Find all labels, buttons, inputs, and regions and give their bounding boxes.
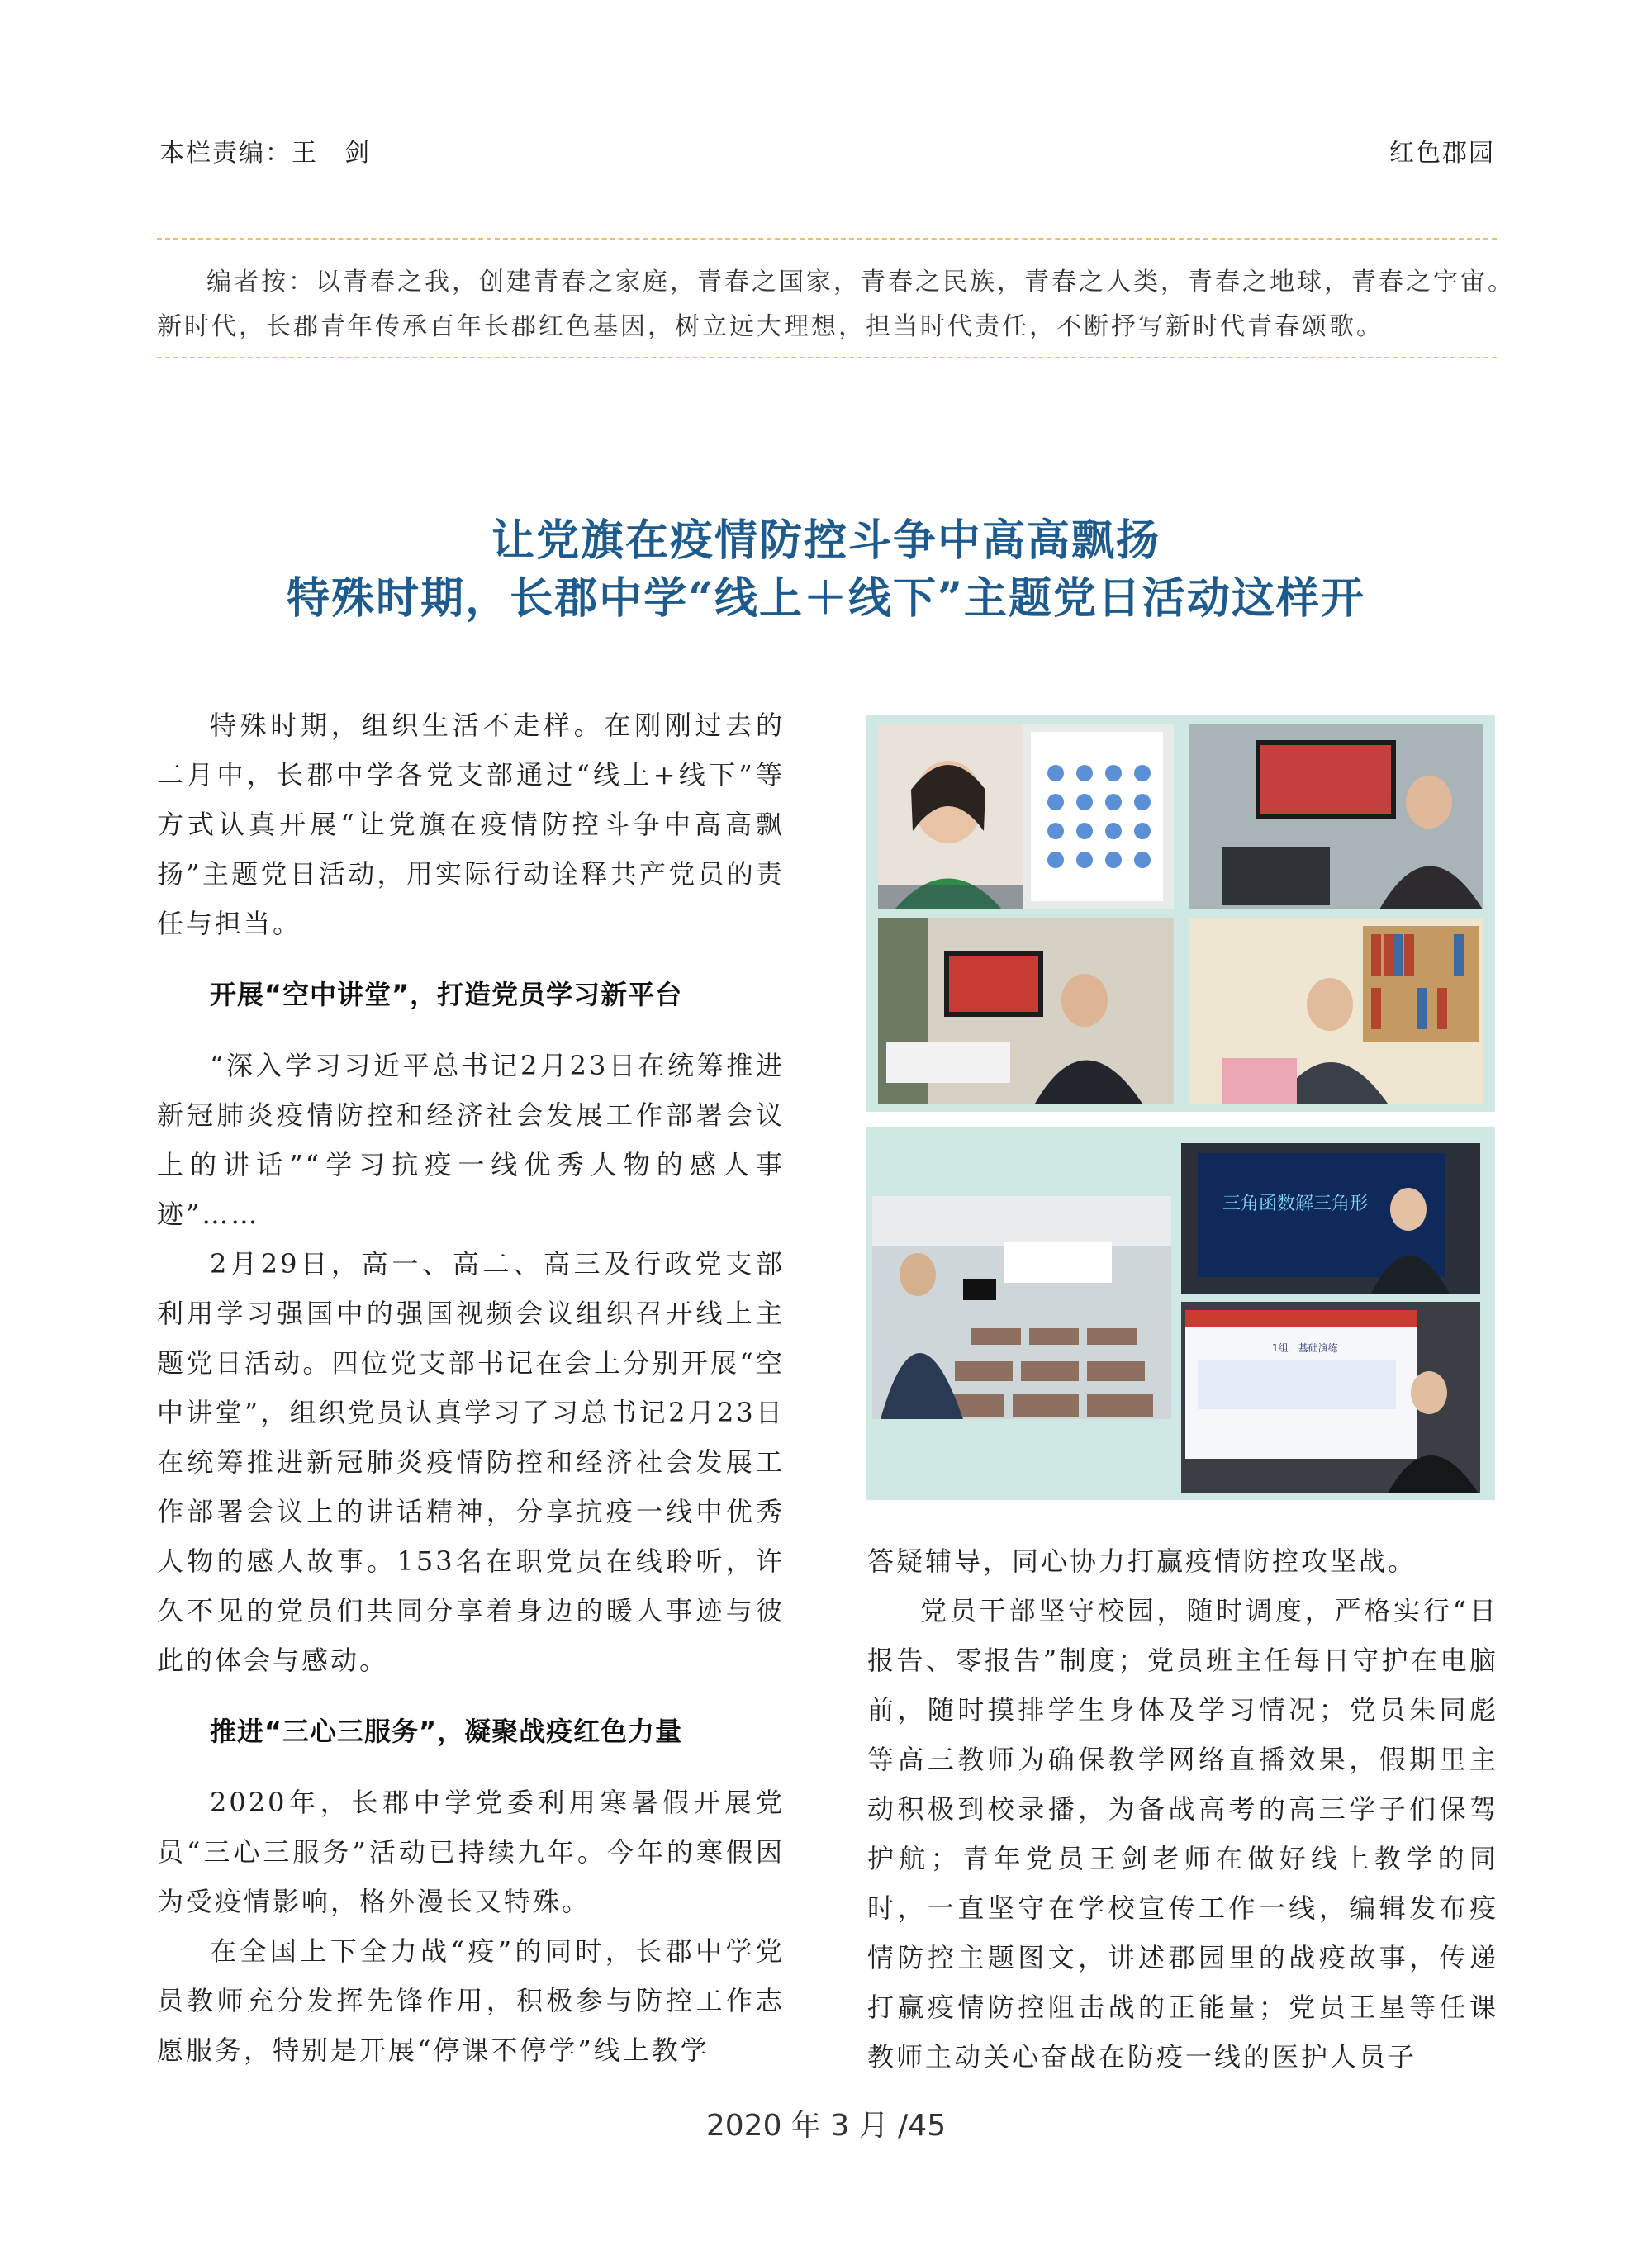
slide-title-1: 三角函数解三角形 [1222, 1194, 1369, 1214]
paragraph: 2月29日，高一、高二、高三及行政党支部利用学习强国中的强国视频会议组织召开线上主题党日活动。四位党支部书记在会上分别开展“空中讲堂”，组织党员认真学习了习总书记2月23日在统筹推进新冠肺炎疫情防控和经济社会发展工作部署会议上的讲话精神，分享抗疫一线中优秀人物的感人故事。153名在职党员在线聆听，许久不见的党员们共同分享着身边的暖人事迹与彼此的体会与感动。 [157, 1248, 785, 1676]
photo-collage-top [866, 715, 1495, 1112]
section-heading: 开展“空中讲堂”，打造党员学习新平台 [210, 979, 683, 1010]
lecture-slide-photo-1 [1181, 1143, 1480, 1294]
classroom-recording-photo [872, 1196, 1171, 1419]
article-title: 让党旗在疫情防控斗争中高高飘扬 [491, 515, 1161, 566]
paragraph: 在全国上下全力战“疫”的同时，长郡中学党员教师充分发挥先锋作用，积极参与防控工作志愿服务，特别是开展“停课不停学”线上教学 [157, 1935, 785, 2066]
slide-title-2: 1组 基础演练 [1272, 1342, 1338, 1354]
section-heading: 推进“三心三服务”，凝聚战疫红色力量 [210, 1716, 683, 1747]
paragraph: 2020年，长郡中学党委利用寒暑假开展党员“三心三服务”活动已持续九年。今年的寒假因为受疫情影响，格外漫长又特殊。 [157, 1787, 785, 1917]
paragraph: “深入学习习近平总书记2月23日在统筹推进新冠肺炎疫情防控和经济社会发展工作部署会议上的讲话”“学习抗疫一线优秀人物的感人事迹”…… [157, 1050, 785, 1230]
editor-credit: 本栏责编：王 剑 [159, 139, 371, 168]
video-call-photo [878, 724, 1174, 909]
editor-note-line2: 新时代，长郡青年传承百年长郡红色基因，树立远大理想，担当时代责任，不断抒写新时代青春颂歌。 [157, 312, 1384, 341]
office-desk-photo [878, 918, 1174, 1104]
study-room-photo [1189, 918, 1483, 1104]
paragraph: 党员干部坚守校园，随时调度，严格实行“日报告、零报告”制度；党员班主任每日守护在电脑前，随时摸排学生身体及学习情况；党员朱同彪等高三教师为确保教学网络直播效果，假期里主动积极到校录播，为备战高考的高三学子们保驾护航；青年党员王剑老师在做好线上教学的同时，一直坚守在学校宣传工作一线，编辑发布疫情防控主题图文，讲述郡园里的战疫故事，传递打赢疫情防控阻击战的正能量；党员王星等任课教师主动关心奋战在防疫一线的医护人员子 [867, 1595, 1498, 2072]
page-footer: 2020 年 3 月 /45 [705, 2109, 947, 2143]
editor-note [157, 260, 1515, 349]
paragraph: 答疑辅导，同心协力打赢疫情防控攻坚战。 [867, 1545, 1417, 1577]
laptop-meeting-photo [1189, 724, 1483, 909]
lecture-slide-photo-2 [1181, 1302, 1480, 1493]
divider-bottom [157, 357, 1497, 358]
photo-collage-bottom [866, 1127, 1495, 1500]
article-subtitle: 特殊时期，长郡中学“线上＋线下”主题党日活动这样开 [287, 573, 1365, 624]
left-column [157, 700, 785, 2075]
paragraph: 特殊时期，组织生活不走样。在刚刚过去的二月中，长郡中学各党支部通过“线上+线下”等方式认真开展“让党旗在疫情防控斗争中高高飘扬”主题党日活动，用实际行动诠释共产党员的责任与担当。 [157, 710, 785, 939]
divider-top [157, 238, 1497, 240]
right-column [867, 1536, 1498, 2082]
column-name: 红色郡园 [1389, 139, 1495, 168]
editor-note-line1: 编者按：以青春之我，创建青春之家庭，青春之国家，青春之民族，青春之人类，青春之地球，青春之宇宙。 [206, 268, 1515, 297]
